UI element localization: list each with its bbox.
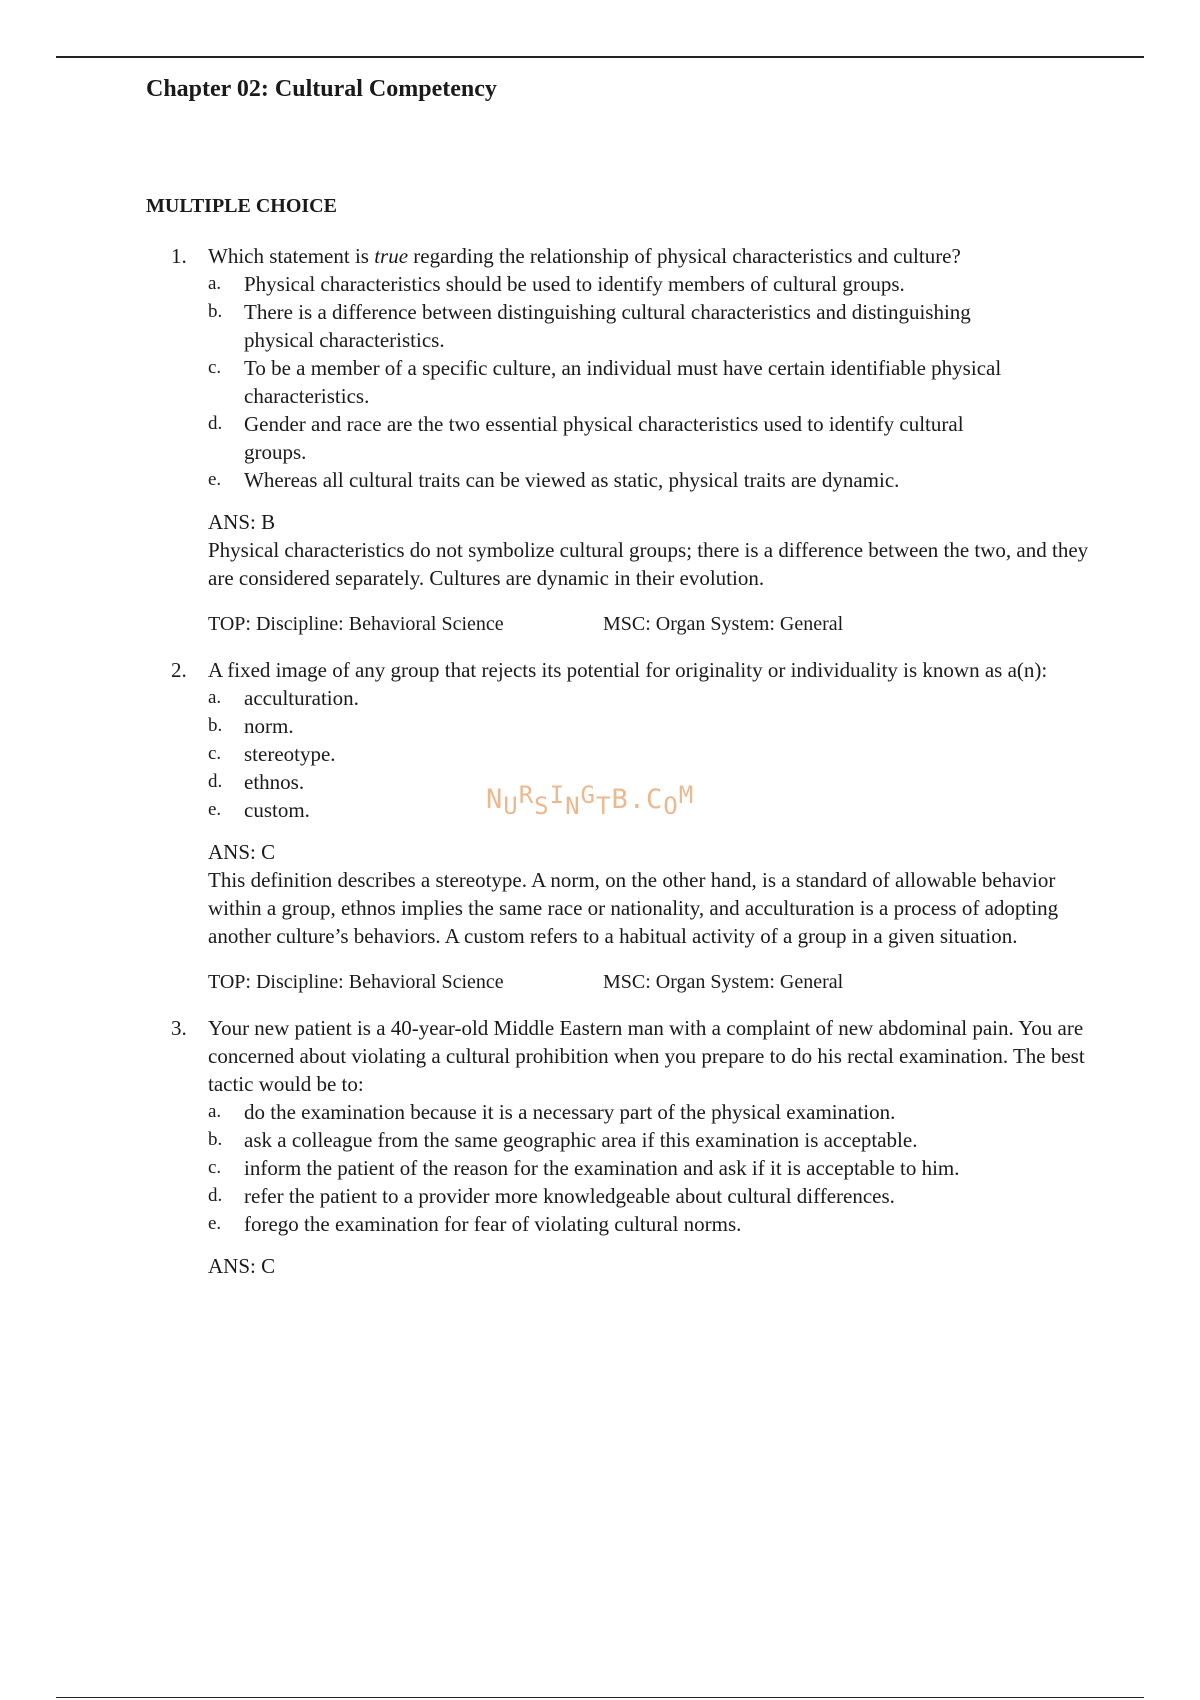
watermark-char: I [549, 781, 566, 809]
watermark-char: N [565, 792, 581, 820]
option-letter: a. [208, 687, 222, 708]
option-letter: b. [208, 1129, 223, 1150]
option-letter: c. [208, 357, 222, 378]
question-number: 1. [171, 244, 187, 268]
watermark-char: . [628, 784, 646, 815]
topic-field: TOP: Discipline: Behavioral Science [208, 613, 504, 635]
option-b [208, 1126, 1106, 1154]
option-a [208, 270, 1106, 298]
option-text: custom. [244, 798, 310, 822]
question-2 [171, 656, 1106, 996]
question-stem: Your new patient is a 40-year-old Middle Eastern man with a complaint of new abdominal pain. You are concerned about violating a cultural prohibition when you prepare to do his rectal examination. The best tactic would be to: [208, 1016, 1085, 1096]
chapter-title: Chapter 02: Cultural Competency [146, 76, 497, 102]
option-a [208, 684, 1106, 712]
question-number: 2. [171, 658, 187, 682]
msc-field: MSC: Organ System: General [603, 613, 844, 635]
option-text: Gender and race are the two essential physical characteristics used to identify cultural groups. [244, 412, 964, 464]
option-text: inform the patient of the reason for the examination and ask if it is acceptable to him. [244, 1156, 960, 1180]
option-letter: c. [208, 743, 222, 764]
watermark-char: C [645, 784, 664, 815]
topic-field: TOP: Discipline: Behavioral Science [208, 971, 504, 993]
option-letter: a. [208, 273, 222, 294]
option-text: ask a colleague from the same geographic area if this examination is acceptable. [244, 1128, 918, 1152]
watermark-char: G [580, 781, 596, 809]
option-text: ethnos. [244, 770, 305, 794]
watermark [486, 781, 695, 820]
watermark-char: R [518, 781, 535, 809]
option-a [208, 1098, 1106, 1126]
question-3 [171, 1014, 1106, 1280]
option-text: acculturation. [244, 686, 359, 710]
stem-text: regarding the relationship of physical characteristics and culture? [408, 244, 961, 268]
question-stem: A fixed image of any group that rejects its potential for originality or individuality is known as a(n): [208, 658, 1048, 682]
option-d [208, 410, 1106, 466]
option-letter: b. [208, 301, 223, 322]
rationale: This definition describes a stereotype. A norm, on the other hand, is a standard of allowable behavior within a group, ethnos implies the same race or nationality, and acculturation is a process of adopting another culture’s behaviors. A custom refers to a habitual activity of a group in a given situation. [208, 868, 1059, 948]
option-e [208, 466, 1106, 494]
msc-field: MSC: Organ System: General [603, 971, 844, 993]
watermark-char: O [663, 792, 679, 820]
option-letter: b. [208, 715, 223, 736]
section-heading: MULTIPLE CHOICE [146, 195, 337, 217]
option-text: do the examination because it is a necessary part of the physical examination. [244, 1100, 896, 1124]
option-text: There is a difference between distinguishing cultural characteristics and distinguishing physical characteristics. [244, 300, 971, 352]
option-letter: d. [208, 1185, 223, 1206]
bottom-rule [56, 1697, 1144, 1698]
question-number: 3. [171, 1016, 187, 1040]
option-text: forego the examination for fear of violating cultural norms. [244, 1212, 742, 1236]
rationale: Physical characteristics do not symbolize cultural groups; there is a difference between the two, and they are considered separately. Cultures are dynamic in their evolution. [208, 538, 1089, 590]
option-b [208, 712, 1106, 740]
answer-options [208, 1098, 1106, 1238]
stem-emphasis: true [374, 244, 409, 268]
watermark-char: T [595, 792, 612, 820]
option-c [208, 1154, 1106, 1182]
answer-options [208, 270, 1106, 494]
question-metadata [208, 968, 1106, 996]
option-letter: c. [208, 1157, 222, 1178]
option-text: norm. [244, 714, 294, 738]
stem-text: Which statement is [208, 244, 375, 268]
option-c [208, 354, 1106, 410]
option-text: To be a member of a specific culture, an individual must have certain identifiable physical characteristics. [244, 356, 1002, 408]
option-letter: e. [208, 1213, 222, 1234]
answer-key: ANS: C [208, 840, 276, 864]
watermark-char: M [678, 781, 695, 809]
watermark-char: N [486, 784, 504, 815]
answer-key: ANS: B [208, 510, 276, 534]
watermark-char: S [534, 792, 550, 820]
option-letter: e. [208, 469, 222, 490]
option-d [208, 1182, 1106, 1210]
option-b [208, 298, 1106, 354]
document-page [146, 72, 1106, 1280]
option-text: refer the patient to a provider more knowledgeable about cultural differences. [244, 1184, 895, 1208]
option-letter: a. [208, 1101, 222, 1122]
option-text: Physical characteristics should be used to identify members of cultural groups. [244, 272, 905, 296]
watermark-char: B [611, 784, 629, 815]
option-e [208, 1210, 1106, 1238]
option-text: Whereas all cultural traits can be viewed as static, physical traits are dynamic. [244, 468, 900, 492]
top-rule [56, 56, 1144, 58]
option-text: stereotype. [244, 742, 336, 766]
question-1 [171, 242, 1106, 638]
watermark-char: U [503, 792, 519, 820]
option-letter: d. [208, 771, 223, 792]
option-c [208, 740, 1106, 768]
answer-key: ANS: C [208, 1254, 276, 1278]
option-letter: e. [208, 799, 222, 820]
question-metadata [208, 610, 1106, 638]
option-letter: d. [208, 413, 223, 434]
question-stem [208, 242, 1106, 270]
